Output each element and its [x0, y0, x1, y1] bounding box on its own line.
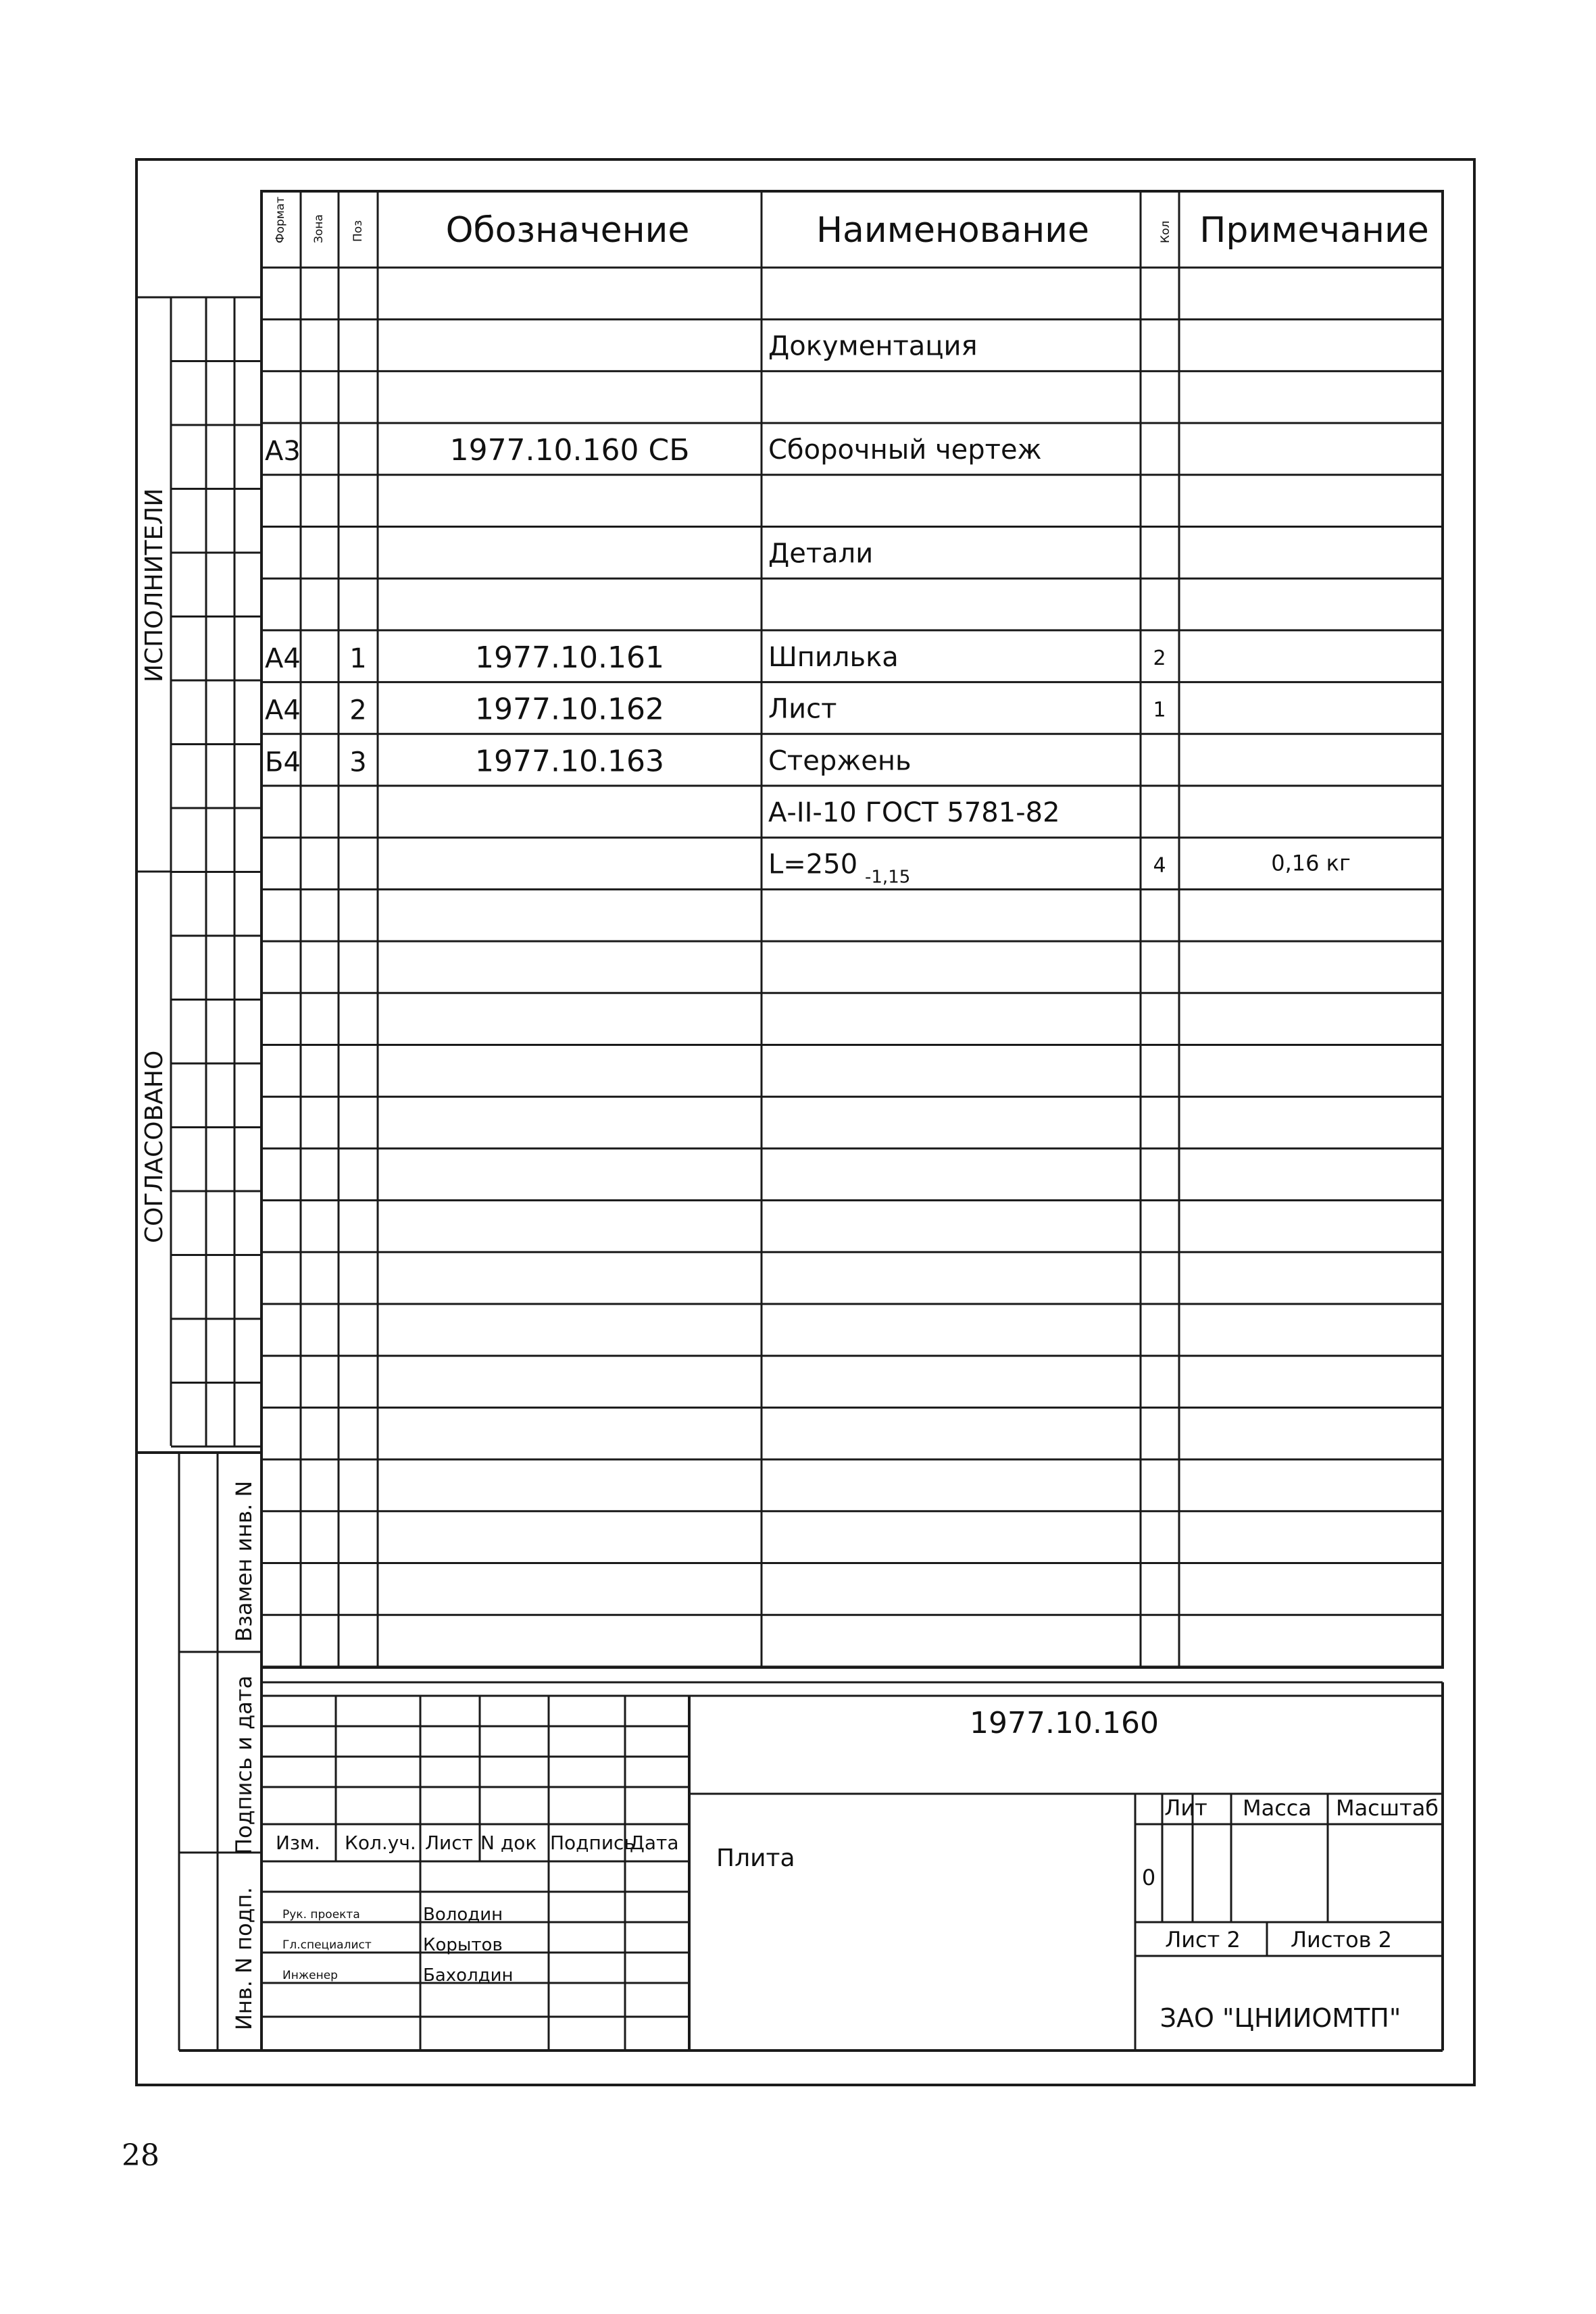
- header-designation: Обозначение: [445, 210, 690, 251]
- header-note: Примечание: [1199, 210, 1429, 251]
- row-designation: 1977.10.162: [475, 692, 664, 727]
- side-agreed: СОГЛАСОВАНО: [141, 1050, 168, 1243]
- scale-label: Масштаб: [1335, 1795, 1439, 1821]
- col-ndok: N док: [480, 1832, 537, 1854]
- spec-table-border: [261, 191, 1443, 1667]
- row-name: Стержень: [768, 745, 912, 777]
- row-format: А3: [265, 436, 301, 468]
- side-performers: ИСПОЛНИТЕЛИ: [141, 488, 168, 682]
- person-1: Корытов: [423, 1935, 503, 1955]
- doc-code: 1977.10.160: [970, 1706, 1159, 1740]
- row-format: Б4: [265, 747, 301, 778]
- row-position: 1: [349, 643, 367, 674]
- row-position: 3: [349, 747, 367, 778]
- row-format: А4: [265, 643, 301, 674]
- col-sign: Подпись: [550, 1832, 635, 1854]
- row-quantity: 2: [1153, 646, 1166, 670]
- specification-rows: [265, 331, 1351, 888]
- row-designation: 1977.10.163: [475, 744, 664, 779]
- row-name: Шпилька: [768, 641, 899, 673]
- organization: ЗАО "ЦНИИОМТП": [1159, 2003, 1401, 2033]
- header-zone: Зона: [312, 214, 326, 243]
- row-name: Сборочный чертеж: [768, 434, 1042, 466]
- row-name-tolerance: -1,15: [865, 867, 911, 888]
- page-number: 28: [122, 2138, 159, 2173]
- row-position: 2: [349, 695, 367, 726]
- row-name: Лист: [768, 693, 837, 725]
- side-inv-orig: Инв. N подп.: [231, 1887, 257, 2030]
- side-sign-date: Подпись и дата: [231, 1675, 257, 1855]
- row-name: Детали: [768, 538, 874, 570]
- lit-value: 0: [1141, 1865, 1156, 1890]
- col-date: Дата: [630, 1832, 679, 1854]
- header-pos: Поз: [351, 220, 365, 242]
- role-0: Рук. проекта: [282, 1908, 360, 1921]
- sheet-number: Лист 2: [1165, 1927, 1241, 1953]
- row-format: А4: [265, 695, 301, 726]
- row-quantity: 4: [1153, 853, 1166, 878]
- col-izm: Изм.: [276, 1832, 320, 1854]
- row-name: Документация: [768, 330, 978, 362]
- role-1: Гл.специалист: [282, 1938, 372, 1952]
- col-kol: Кол.уч.: [345, 1832, 416, 1854]
- row-quantity: 1: [1153, 698, 1166, 722]
- col-list: Лист: [425, 1832, 473, 1854]
- person-0: Володин: [423, 1905, 503, 1925]
- person-2: Бахолдин: [423, 1965, 514, 1986]
- role-2: Инженер: [282, 1969, 338, 1982]
- row-designation: 1977.10.160 СБ: [449, 433, 690, 468]
- header-format: Формат: [274, 197, 287, 243]
- row-note: 0,16 кг: [1271, 850, 1351, 876]
- header-name: Наименование: [816, 210, 1090, 251]
- doc-title: Плита: [716, 1844, 795, 1872]
- mass-label: Масса: [1242, 1795, 1312, 1821]
- sheet-count: Листов 2: [1290, 1927, 1393, 1953]
- row-designation: 1977.10.161: [475, 640, 664, 675]
- side-replaced-inv: Взамен инв. N: [231, 1480, 257, 1642]
- header-qty: Кол: [1159, 220, 1172, 243]
- row-name: А-II-10 ГОСТ 5781-82: [768, 797, 1060, 828]
- row-name: L=250: [768, 849, 858, 880]
- lit-label: Лит: [1164, 1795, 1207, 1821]
